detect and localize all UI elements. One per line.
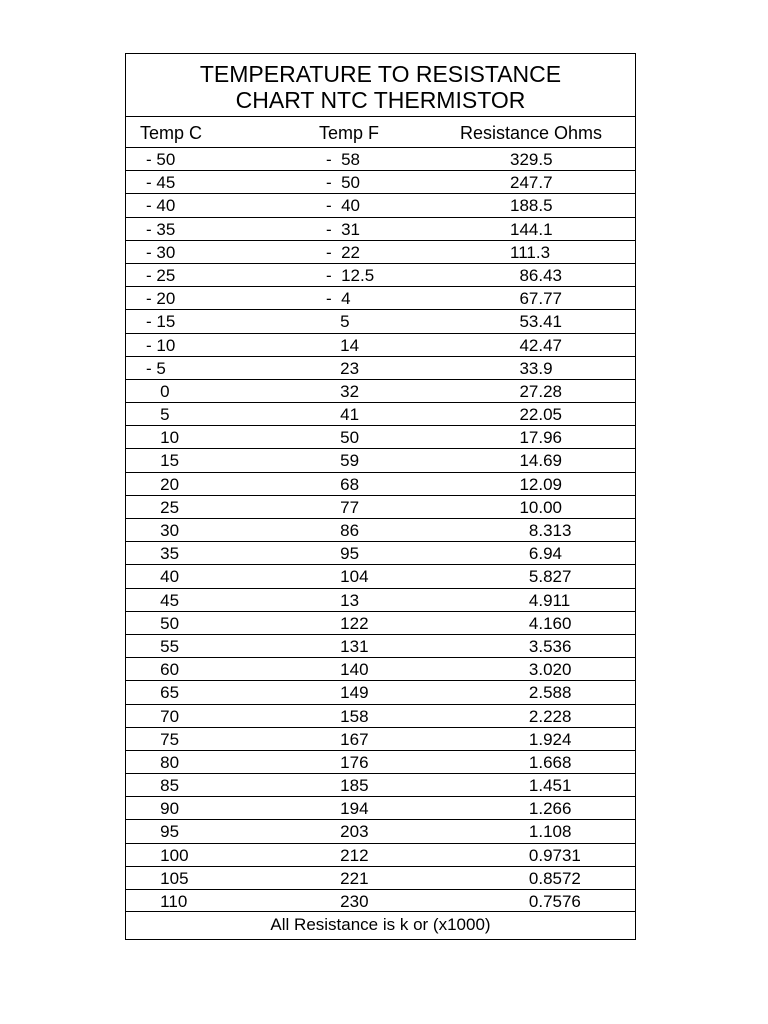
cell-temp-c: 0 [146,381,170,401]
cell-temp-c: 100 [146,845,189,865]
cell-temp-c: - 50 [146,150,176,169]
table-row [126,680,635,703]
cell-resistance: 2.588 [510,683,572,703]
cell-resistance: 1.451 [510,776,572,796]
table-row [126,819,635,842]
column-header-row [126,117,635,147]
table-body [126,147,635,912]
cell-resistance: 0.7576 [510,892,581,911]
table-row [126,217,635,240]
cell-temp-f: 221 [326,868,369,888]
cell-resistance: 86.43 [510,265,562,285]
table-row [126,379,635,402]
table-row [126,796,635,819]
cell-temp-f: 59 [326,451,360,471]
cell-temp-f: 194 [326,799,369,819]
chart-title-line-2: CHART NTC THERMISTOR [235,87,526,113]
column-header-resistance: Resistance Ohms [460,123,603,143]
cell-temp-f: 185 [326,776,369,796]
chart-title [126,54,635,117]
table-row [126,727,635,750]
cell-temp-c: 70 [146,706,180,726]
table-row [126,773,635,796]
cell-temp-c: 110 [146,892,188,911]
cell-resistance: 5.827 [510,567,572,587]
cell-temp-c: 35 [146,544,180,564]
cell-temp-f: 122 [326,613,369,633]
cell-temp-f: - 22 [326,242,361,262]
table-row [126,611,635,634]
table-row [126,193,635,216]
table-row [126,448,635,471]
cell-temp-f: 50 [326,428,360,448]
cell-temp-c: - 20 [146,289,176,309]
table-row [126,564,635,587]
cell-temp-f: 77 [326,497,360,517]
table-row [126,309,635,332]
cell-temp-f: - 40 [326,196,361,216]
cell-temp-c: 80 [146,752,180,772]
cell-resistance: 1.108 [510,822,572,842]
cell-resistance: 1.924 [510,729,572,749]
cell-resistance: 6.94 [510,544,562,564]
table-row [126,402,635,425]
chart-title-line-1: TEMPERATURE TO RESISTANCE [199,61,562,87]
cell-temp-f: 131 [326,636,369,656]
cell-temp-f: 176 [326,752,369,772]
cell-resistance: 33.9 [510,358,553,378]
cell-resistance: 2.228 [510,706,572,726]
cell-resistance: 17.96 [510,428,562,448]
cell-resistance: 8.313 [510,521,572,540]
cell-temp-f: 95 [326,544,360,564]
cell-resistance: 247.7 [510,173,553,193]
cell-temp-c: 85 [146,776,180,796]
table-row [126,472,635,495]
table-row [126,889,635,912]
cell-resistance: 67.77 [510,289,562,309]
cell-resistance: 14.69 [510,451,562,471]
cell-temp-c: - 35 [146,219,176,239]
cell-temp-c: 65 [146,683,180,703]
column-header-temp-c: Temp C [140,123,203,143]
cell-temp-f: 68 [326,474,360,494]
cell-temp-f: - 4 [326,289,351,309]
cell-resistance: 4.160 [510,613,572,633]
cell-resistance: 111.3 [510,242,551,262]
cell-temp-c: 15 [146,451,180,471]
cell-temp-f: 167 [326,729,369,749]
table-row [126,634,635,657]
cell-resistance: 0.9731 [510,845,581,865]
cell-temp-c: - 40 [146,196,176,216]
cell-resistance: 27.28 [510,381,562,401]
cell-resistance: 10.00 [510,497,562,517]
table-row [126,147,635,170]
cell-temp-f: 212 [326,845,369,865]
cell-temp-f: - 50 [326,173,361,193]
cell-temp-f: 86 [326,521,360,540]
cell-temp-c: - 25 [146,265,176,285]
cell-temp-c: 30 [146,521,180,540]
cell-temp-f: 5 [326,312,350,332]
table-row [126,866,635,889]
cell-temp-f: 23 [326,358,360,378]
cell-resistance: 1.668 [510,752,572,772]
table-row [126,356,635,379]
cell-temp-c: 40 [146,567,180,587]
thermistor-chart [125,53,636,940]
cell-resistance: 3.020 [510,660,572,680]
cell-resistance: 22.05 [510,405,562,425]
cell-temp-f: - 58 [326,150,361,169]
cell-temp-c: 95 [146,822,180,842]
cell-resistance: 329.5 [510,150,553,169]
cell-resistance: 0.8572 [510,868,581,888]
table-row [126,333,635,356]
cell-temp-f: 41 [326,405,360,425]
table-row [126,240,635,263]
cell-temp-c: 60 [146,660,180,680]
cell-temp-c: 50 [146,613,180,633]
cell-temp-c: - 15 [146,312,176,332]
cell-temp-c: - 10 [146,335,176,355]
cell-temp-f: 14 [326,335,360,355]
table-row [126,704,635,727]
cell-temp-f: - 12.5 [326,265,375,285]
column-header-temp-f: Temp F [319,123,380,143]
table-row [126,286,635,309]
cell-temp-c: 25 [146,497,180,517]
cell-resistance: 53.41 [510,312,562,332]
cell-temp-f: 203 [326,822,369,842]
cell-temp-f: 140 [326,660,369,680]
cell-temp-f: 32 [326,381,360,401]
cell-temp-c: 20 [146,474,180,494]
cell-temp-c: 75 [146,729,180,749]
table-row [126,657,635,680]
cell-resistance: 3.536 [510,636,572,656]
cell-resistance: 12.09 [510,474,562,494]
cell-resistance: 144.1 [510,219,553,239]
cell-temp-c: 5 [146,405,170,425]
cell-temp-f: 158 [326,706,369,726]
cell-temp-c: 105 [146,868,189,888]
table-row [126,843,635,866]
table-row [126,170,635,193]
table-row [126,425,635,448]
table-row [126,750,635,773]
cell-temp-f: - 31 [326,219,361,239]
cell-temp-f: 104 [326,567,369,587]
table-row [126,518,635,541]
cell-temp-c: - 30 [146,242,176,262]
cell-temp-f: 149 [326,683,369,703]
cell-resistance: 4.911 [510,590,571,610]
table-row [126,541,635,564]
cell-temp-f: 13 [326,590,360,610]
cell-temp-c: 45 [146,590,180,610]
cell-temp-f: 230 [326,892,369,911]
table-row [126,588,635,611]
cell-temp-c: - 45 [146,173,176,193]
cell-temp-c: 90 [146,799,180,819]
cell-resistance: 1.266 [510,799,572,819]
table-row [126,263,635,286]
cell-temp-c: 10 [146,428,180,448]
cell-temp-c: 55 [146,636,180,656]
cell-resistance: 42.47 [510,335,562,355]
cell-resistance: 188.5 [510,196,553,216]
table-row [126,495,635,518]
cell-temp-c: - 5 [146,358,166,378]
footer-note: All Resistance is k or (x1000) [270,915,491,934]
